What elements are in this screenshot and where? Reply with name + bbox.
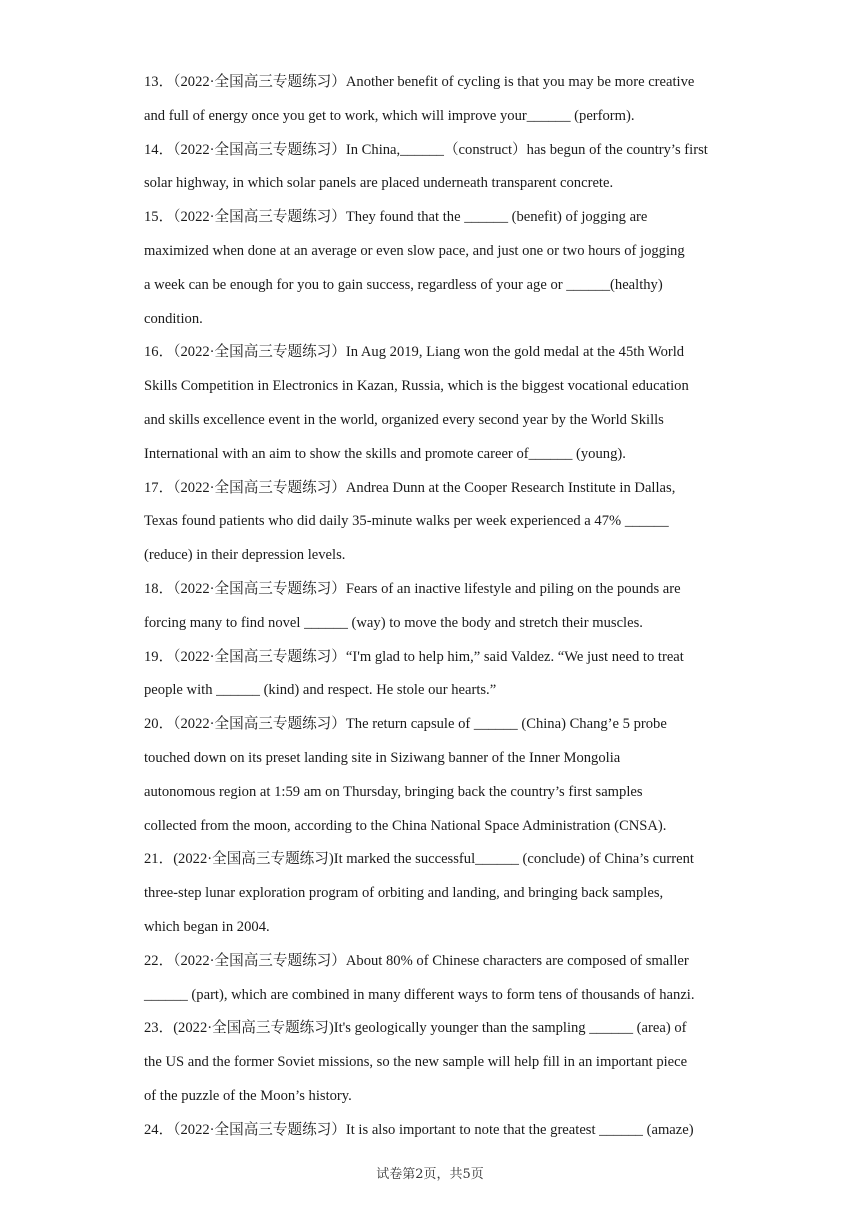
question-line: 24．（2022·全国高三专题练习）It is also important to note that the greatest ______ (amaze): [144, 1121, 694, 1138]
question-line: (reduce) in their depression levels.: [144, 547, 346, 564]
question-item: [144, 573, 720, 641]
question-line: 20．（2022·全国高三专题练习）The return capsule of ______ (China) Chang’e 5 probe: [144, 716, 667, 733]
question-line: and full of energy once you get to work, which will improve your______ (perform).: [144, 107, 635, 124]
question-item: [144, 708, 720, 843]
question-line: 21．(2022·全国高三专题练习)It marked the successful______ (conclude) of China’s current: [144, 851, 694, 868]
question-line: 16．（2022·全国高三专题练习）In Aug 2019, Liang won the gold medal at the 45th World: [144, 344, 685, 361]
question-item: [144, 641, 720, 709]
question-item: [144, 1012, 720, 1113]
question-item: [144, 336, 720, 471]
question-item: [144, 945, 720, 1013]
question-line: forcing many to find novel ______ (way) to move the body and stretch their muscles.: [144, 614, 643, 631]
question-line: ______ (part), which are combined in many different ways to form tens of thousands of hanzi.: [144, 986, 695, 1003]
question-line: condition.: [144, 310, 203, 327]
question-line: 17．（2022·全国高三专题练习）Andrea Dunn at the Cooper Research Institute in Dallas,: [144, 479, 676, 496]
question-item: [144, 66, 720, 134]
question-line: 22．（2022·全国高三专题练习）About 80% of Chinese characters are composed of smaller: [144, 952, 689, 969]
question-line: the US and the former Soviet missions, so the new sample will help fill in an important piece: [144, 1054, 688, 1071]
question-line: autonomous region at 1:59 am on Thursday, bringing back the country’s first samples: [144, 783, 643, 800]
question-line: 15．（2022·全国高三专题练习）They found that the ______ (benefit) of jogging are: [144, 209, 648, 226]
question-line: touched down on its preset landing site in Siziwang banner of the Inner Mongolia: [144, 749, 621, 766]
question-line: Texas found patients who did daily 35-minute walks per week experienced a 47% ______: [144, 513, 669, 530]
question-line: and skills excellence event in the world, organized every second year by the World Skills: [144, 411, 664, 428]
question-line: 18．（2022·全国高三专题练习）Fears of an inactive lifestyle and piling on the pounds are: [144, 580, 681, 597]
question-line: 23．(2022·全国高三专题练习)It's geologically younger than the sampling ______ (area) of: [144, 1020, 687, 1037]
question-line: 19．（2022·全国高三专题练习）“I'm glad to help him,” said Valdez. “We just need to treat: [144, 648, 684, 665]
question-item: [144, 472, 720, 573]
question-item: [144, 843, 720, 944]
question-line: Skills Competition in Electronics in Kazan, Russia, which is the biggest vocational education: [144, 378, 689, 395]
page-footer: 试卷第2页，共5页: [376, 1167, 484, 1182]
question-line: 14．（2022·全国高三专题练习）In China,______（construct）has begun of the country’s first: [144, 141, 708, 158]
question-item: [144, 1114, 720, 1148]
question-item: [144, 134, 720, 202]
question-list: [144, 66, 720, 1148]
question-line: collected from the moon, according to the China National Space Administration (CNSA).: [144, 817, 667, 834]
question-line: maximized when done at an average or even slow pace, and just one or two hours of jogging: [144, 242, 685, 259]
question-line: which began in 2004.: [144, 918, 270, 935]
question-line: solar highway, in which solar panels are placed underneath transparent concrete.: [144, 175, 614, 192]
question-item: [144, 201, 720, 336]
question-line: International with an aim to show the skills and promote career of______ (young).: [144, 445, 626, 462]
question-line: of the puzzle of the Moon’s history.: [144, 1087, 352, 1104]
question-line: a week can be enough for you to gain success, regardless of your age or ______(healthy): [144, 276, 663, 293]
question-line: 13．（2022·全国高三专题练习）Another benefit of cycling is that you may be more creative: [144, 74, 695, 90]
question-line: three-step lunar exploration program of orbiting and landing, and bringing back samples,: [144, 885, 664, 902]
question-line: people with ______ (kind) and respect. He stole our hearts.”: [144, 682, 497, 699]
